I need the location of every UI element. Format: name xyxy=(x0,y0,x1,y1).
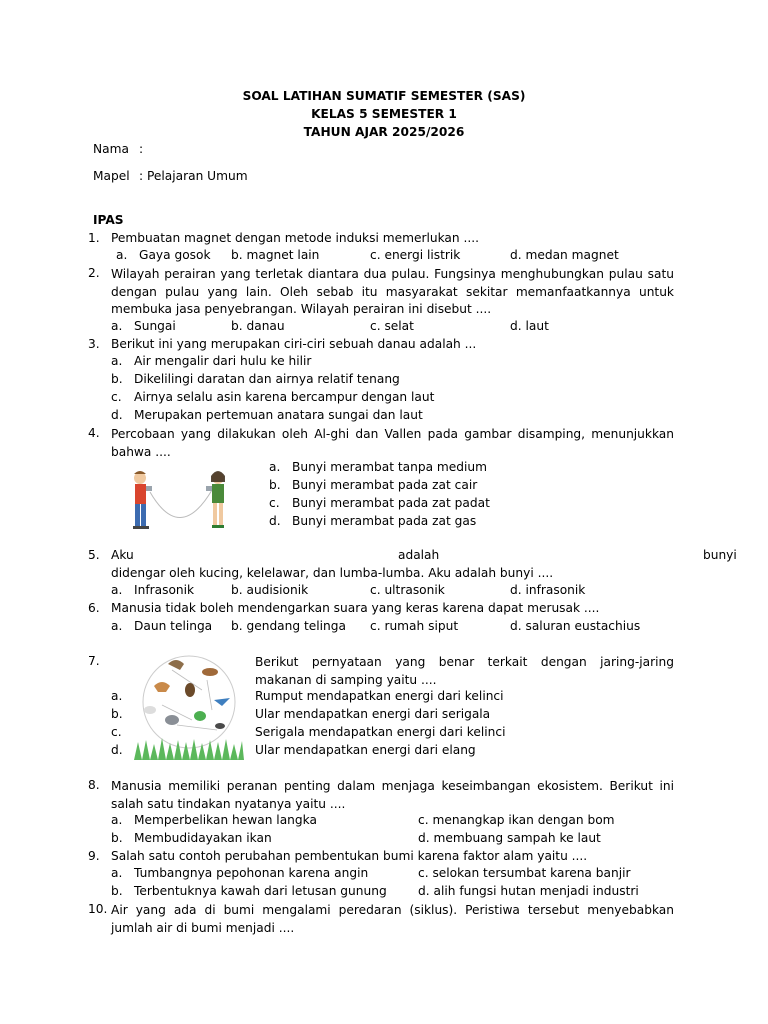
q7-option-c: Serigala mendapatkan energi dari kelinci xyxy=(255,725,506,739)
q4-option-a-label: a. xyxy=(269,460,281,474)
q6-option-a: Daun telinga xyxy=(134,619,213,633)
mapel-value: : Pelajaran Umum xyxy=(139,169,248,183)
q1-option-b: b. magnet lain xyxy=(231,248,320,262)
q8-option-d: d. membuang sampah ke laut xyxy=(418,831,601,845)
q3-option-b-label: b. xyxy=(111,372,123,386)
q4-option-b: Bunyi merambat pada zat cair xyxy=(292,478,478,492)
q3-text: Berikut ini yang merupakan ciri-ciri sebuah danau adalah ... xyxy=(111,337,477,351)
mapel-label: Mapel xyxy=(93,169,130,183)
q6-text: Manusia tidak boleh mendengarkan suara yang keras karena dapat merusak .... xyxy=(111,601,600,615)
q8-option-b: Membudidayakan ikan xyxy=(134,831,272,845)
q7-option-d: Ular mendapatkan energi dari elang xyxy=(255,743,476,757)
q3-option-b: Dikelilingi daratan dan airnya relatif tenang xyxy=(134,372,400,386)
q6-option-c: c. rumah siput xyxy=(370,619,459,633)
q1-option-a-label: a. xyxy=(116,248,128,262)
q6-option-b: b. gendang telinga xyxy=(231,619,346,633)
q9-option-c: c. selokan tersumbat karena banjir xyxy=(418,866,631,880)
q3-option-c: Airnya selalu asin karena bercampur dengan laut xyxy=(134,390,435,404)
q4-option-d-label: d. xyxy=(269,514,281,528)
q2-option-d: d. laut xyxy=(510,319,549,333)
q10-number: 10. xyxy=(88,902,108,916)
q6-option-a-label: a. xyxy=(111,619,123,633)
q1-option-c: c. energi listrik xyxy=(370,248,461,262)
q4-option-c: Bunyi merambat pada zat padat xyxy=(292,496,490,510)
q1-number: 1. xyxy=(88,231,100,245)
q3-option-a: Air mengalir dari hulu ke hilir xyxy=(134,354,312,368)
q8-option-a: Memperbelikan hewan langka xyxy=(134,813,317,827)
q3-option-d: Merupakan pertemuan anatara sungai dan laut xyxy=(134,408,423,422)
q7-option-b-label: b. xyxy=(111,707,123,721)
q4-option-c-label: c. xyxy=(269,496,280,510)
q7-option-a: Rumput mendapatkan energi dari kelinci xyxy=(255,689,504,703)
q9-option-a: Tumbangnya pepohonan karena angin xyxy=(134,866,369,880)
q4-number: 4. xyxy=(88,426,100,440)
q5-option-c: c. ultrasonik xyxy=(370,583,445,597)
q3-option-c-label: c. xyxy=(111,390,122,404)
q1-option-d: d. medan magnet xyxy=(510,248,619,262)
q7-option-d-label: d. xyxy=(111,743,123,757)
q1-option-a: Gaya gosok xyxy=(139,248,211,262)
q5-word-aku: Aku xyxy=(111,548,134,562)
q7-option-b: Ular mendapatkan energi dari serigala xyxy=(255,707,491,721)
q6-option-d: d. saluran eustachius xyxy=(510,619,641,633)
q5-word-bunyi: bunyi xyxy=(703,548,737,562)
q4-text: Percobaan yang dilakukan oleh Al-ghi dan Vallen pada gambar disamping, menunjukkan bahwa .... xyxy=(111,427,674,459)
q5-text-line2: didengar oleh kucing, kelelawar, dan lumba-lumba. Aku adalah bunyi .... xyxy=(111,566,554,580)
q8-text: Manusia memiliki peranan penting dalam menjaga keseimbangan ekosistem. Berikut ini salah satu tindakan nyatanya yaitu .... xyxy=(111,779,674,811)
q3-option-d-label: d. xyxy=(111,408,123,422)
q4-option-a: Bunyi merambat tanpa medium xyxy=(292,460,487,474)
q9-option-a-label: a. xyxy=(111,866,123,880)
q5-word-adalah: adalah xyxy=(398,548,440,562)
q7-option-a-label: a. xyxy=(111,689,123,703)
q2-option-b: b. danau xyxy=(231,319,285,333)
class-line: KELAS 5 SEMESTER 1 xyxy=(311,107,457,121)
q5-option-b: b. audisionik xyxy=(231,583,309,597)
q7-option-c-label: c. xyxy=(111,725,122,739)
q6-number: 6. xyxy=(88,601,100,615)
q2-option-a-label: a. xyxy=(111,319,123,333)
q9-text: Salah satu contoh perubahan pembentukan bumi karena faktor alam yaitu .... xyxy=(111,849,588,863)
q3-option-a-label: a. xyxy=(111,354,123,368)
q2-text: Wilayah perairan yang terletak diantara dua pulau. Fungsinya menghubungkan pulau satu dengan pulau yang lain. Oleh sebab itu masyarakat sekitar memanfaatkannya untuk membuka jasa penyebrangan. Wilayah perairan ini disebut .... xyxy=(111,267,674,317)
q5-option-d: d. infrasonik xyxy=(510,583,586,597)
q4-option-d: Bunyi merambat pada zat gas xyxy=(292,514,477,528)
q3-number: 3. xyxy=(88,337,100,351)
nama-label: Nama xyxy=(93,142,129,156)
section-heading: IPAS xyxy=(93,213,124,227)
q5-number: 5. xyxy=(88,548,100,562)
page-title: SOAL LATIHAN SUMATIF SEMESTER (SAS) xyxy=(242,89,526,103)
q2-option-c: c. selat xyxy=(370,319,414,333)
year-line: TAHUN AJAR 2025/2026 xyxy=(303,125,465,139)
q7-text: Berikut pernyataan yang benar terkait dengan jaring-jaring makanan di samping yaitu .... xyxy=(255,655,674,687)
q5-option-a-label: a. xyxy=(111,583,123,597)
q2-number: 2. xyxy=(88,266,100,280)
nama-separator: : xyxy=(139,142,144,156)
q9-option-b: Terbentuknya kawah dari letusan gunung xyxy=(134,884,387,898)
q4-option-b-label: b. xyxy=(269,478,281,492)
q9-number: 9. xyxy=(88,849,100,863)
q9-option-b-label: b. xyxy=(111,884,123,898)
q8-number: 8. xyxy=(88,778,100,792)
food-web-illustration xyxy=(132,650,246,766)
tin-can-telephone-illustration xyxy=(122,466,240,544)
q7-number: 7. xyxy=(88,654,100,668)
q9-option-d: d. alih fungsi hutan menjadi industri xyxy=(418,884,639,898)
q10-text: Air yang ada di bumi mengalami peredaran (siklus). Peristiwa tersebut menyebabkan jumlah air di bumi menjadi .... xyxy=(111,903,674,935)
q1-text: Pembuatan magnet dengan metode induksi memerlukan .... xyxy=(111,231,479,245)
q8-option-a-label: a. xyxy=(111,813,123,827)
q8-option-b-label: b. xyxy=(111,831,123,845)
q5-option-a: Infrasonik xyxy=(134,583,195,597)
q8-option-c: c. menangkap ikan dengan bom xyxy=(418,813,615,827)
q2-option-a: Sungai xyxy=(134,319,176,333)
